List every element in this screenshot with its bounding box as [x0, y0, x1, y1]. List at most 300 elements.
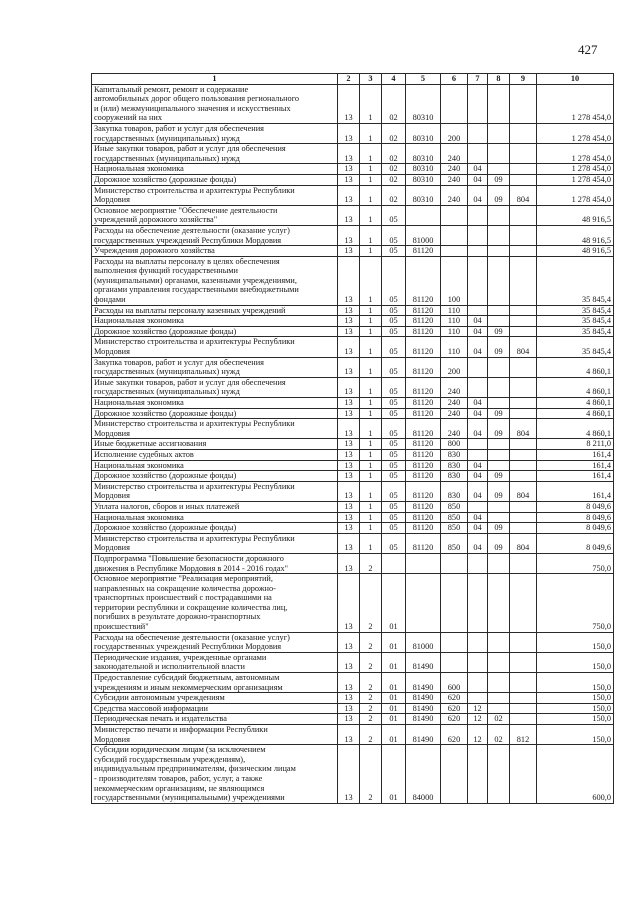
cell-section: [468, 501, 488, 512]
cell-subsection: [488, 225, 510, 245]
cell-col2: 13: [338, 225, 360, 245]
cell-ministry-code: [510, 84, 537, 123]
cell-col2: 13: [338, 185, 360, 205]
cell-col4: 05: [382, 326, 406, 337]
cell-target-code: 80310: [406, 84, 441, 123]
cell-section: [468, 745, 488, 804]
cell-target-code: 81490: [406, 693, 441, 704]
cell-ministry-code: [510, 449, 537, 460]
cell-target-code: 80310: [406, 185, 441, 205]
cell-expense-type: 240: [441, 408, 468, 419]
cell-col2: 13: [338, 460, 360, 471]
cell-col2: 13: [338, 357, 360, 377]
header-row: [92, 74, 614, 85]
cell-section: 04: [468, 471, 488, 482]
cell-target-code: 81120: [406, 533, 441, 553]
cell-col4: 02: [382, 174, 406, 185]
row-name-cell: Иные закупки товаров, работ и услуг для обеспечения государственных (муниципальных) нужд: [92, 377, 338, 397]
cell-ministry-code: [510, 673, 537, 693]
cell-expense-type: 200: [441, 357, 468, 377]
cell-col4: 05: [382, 408, 406, 419]
cell-section: [468, 205, 488, 225]
row-name-cell: Основное мероприятие "Обеспечение деятельности учреждений дорожного хозяйства": [92, 205, 338, 225]
cell-col4: 01: [382, 632, 406, 652]
cell-section: 04: [468, 512, 488, 523]
cell-col2: 13: [338, 246, 360, 257]
cell-col4: 01: [382, 725, 406, 745]
cell-subsection: [488, 123, 510, 143]
cell-target-code: 81120: [406, 408, 441, 419]
cell-ministry-code: [510, 246, 537, 257]
row-name-cell: Расходы на обеспечение деятельности (оказание услуг) государственных учреждений Республики Мордовия: [92, 225, 338, 245]
cell-col4: 02: [382, 84, 406, 123]
cell-subsection: 09: [488, 326, 510, 337]
row-sum-cell: 8 049,6: [537, 523, 614, 534]
cell-col2: 13: [338, 337, 360, 357]
cell-section: [468, 246, 488, 257]
cell-expense-type: 830: [441, 449, 468, 460]
row-name-cell: Министерство строительства и архитектуры Республики Мордовия: [92, 533, 338, 553]
cell-ministry-code: [510, 471, 537, 482]
table-row: [92, 673, 614, 693]
cell-target-code: 81490: [406, 703, 441, 714]
cell-subsection: [488, 553, 510, 573]
table-row: [92, 246, 614, 257]
cell-subsection: 02: [488, 714, 510, 725]
cell-col3: 1: [360, 481, 382, 501]
row-name-cell: Национальная экономика: [92, 164, 338, 175]
row-name-cell: Расходы на обеспечение деятельности (оказание услуг) государственных учреждений Республики Мордовия: [92, 632, 338, 652]
cell-col4: 05: [382, 523, 406, 534]
cell-target-code: 81120: [406, 305, 441, 316]
cell-col3: 2: [360, 574, 382, 633]
cell-col4: 02: [382, 123, 406, 143]
column-header: 1: [92, 74, 338, 85]
row-sum-cell: 4 860,1: [537, 419, 614, 439]
cell-ministry-code: [510, 225, 537, 245]
cell-expense-type: [441, 553, 468, 573]
row-name-cell: Дорожное хозяйство (дорожные фонды): [92, 174, 338, 185]
cell-expense-type: 240: [441, 144, 468, 164]
cell-expense-type: [441, 745, 468, 804]
cell-ministry-code: [510, 632, 537, 652]
row-sum-cell: 1 278 454,0: [537, 164, 614, 175]
cell-ministry-code: [510, 523, 537, 534]
cell-ministry-code: [510, 408, 537, 419]
cell-ministry-code: [510, 512, 537, 523]
cell-col4: 05: [382, 316, 406, 327]
cell-col2: 13: [338, 256, 360, 305]
cell-subsection: [488, 501, 510, 512]
row-sum-cell: 8 049,6: [537, 501, 614, 512]
cell-col2: 13: [338, 84, 360, 123]
column-header: 3: [360, 74, 382, 85]
cell-section: 04: [468, 337, 488, 357]
cell-subsection: [488, 398, 510, 409]
cell-expense-type: 800: [441, 439, 468, 450]
cell-subsection: [488, 377, 510, 397]
cell-section: 04: [468, 533, 488, 553]
cell-col3: 1: [360, 460, 382, 471]
cell-col3: 1: [360, 144, 382, 164]
table-row: [92, 205, 614, 225]
cell-col4: 05: [382, 460, 406, 471]
cell-col4: 05: [382, 449, 406, 460]
cell-col2: 13: [338, 652, 360, 672]
row-name-cell: Национальная экономика: [92, 460, 338, 471]
cell-col3: 1: [360, 246, 382, 257]
row-sum-cell: 1 278 454,0: [537, 123, 614, 143]
row-name-cell: Иные бюджетные ассигнования: [92, 439, 338, 450]
cell-ministry-code: [510, 305, 537, 316]
cell-ministry-code: [510, 652, 537, 672]
cell-subsection: [488, 745, 510, 804]
cell-ministry-code: [510, 439, 537, 450]
cell-expense-type: 240: [441, 377, 468, 397]
column-header: 7: [468, 74, 488, 85]
row-sum-cell: 1 278 454,0: [537, 144, 614, 164]
table-row: [92, 144, 614, 164]
cell-col2: 13: [338, 725, 360, 745]
cell-col3: 2: [360, 745, 382, 804]
row-sum-cell: 48 916,5: [537, 225, 614, 245]
cell-col4: 01: [382, 673, 406, 693]
cell-col4: 01: [382, 745, 406, 804]
cell-section: 04: [468, 174, 488, 185]
table-body: [92, 84, 614, 803]
cell-col3: 2: [360, 652, 382, 672]
cell-subsection: [488, 84, 510, 123]
cell-expense-type: 620: [441, 703, 468, 714]
cell-expense-type: 850: [441, 533, 468, 553]
cell-col2: 13: [338, 714, 360, 725]
cell-target-code: 81120: [406, 439, 441, 450]
cell-expense-type: 240: [441, 398, 468, 409]
cell-subsection: 09: [488, 419, 510, 439]
cell-expense-type: 240: [441, 174, 468, 185]
row-name-cell: Министерство строительства и архитектуры Республики Мордовия: [92, 337, 338, 357]
cell-section: 12: [468, 725, 488, 745]
cell-subsection: [488, 673, 510, 693]
cell-col3: 1: [360, 316, 382, 327]
cell-ministry-code: [510, 123, 537, 143]
cell-col4: 05: [382, 471, 406, 482]
cell-subsection: [488, 357, 510, 377]
table-row: [92, 256, 614, 305]
row-sum-cell: 35 845,4: [537, 316, 614, 327]
cell-expense-type: 850: [441, 512, 468, 523]
cell-col2: 13: [338, 419, 360, 439]
cell-col4: 05: [382, 357, 406, 377]
row-sum-cell: 8 211,0: [537, 439, 614, 450]
cell-col4: 05: [382, 225, 406, 245]
table-row: [92, 553, 614, 573]
cell-section: 04: [468, 419, 488, 439]
row-sum-cell: 750,0: [537, 574, 614, 633]
cell-section: [468, 357, 488, 377]
cell-section: [468, 439, 488, 450]
table-row: [92, 501, 614, 512]
cell-col2: 13: [338, 408, 360, 419]
table-row: [92, 305, 614, 316]
cell-col4: 01: [382, 574, 406, 633]
row-name-cell: Закупка товаров, работ и услуг для обеспечения государственных (муниципальных) нужд: [92, 357, 338, 377]
cell-section: [468, 377, 488, 397]
cell-expense-type: [441, 246, 468, 257]
column-header: 8: [488, 74, 510, 85]
cell-col3: 1: [360, 439, 382, 450]
row-name-cell: Средства массовой информации: [92, 703, 338, 714]
row-sum-cell: 4 860,1: [537, 398, 614, 409]
table-row: [92, 449, 614, 460]
cell-expense-type: [441, 205, 468, 225]
cell-ministry-code: 804: [510, 533, 537, 553]
cell-target-code: 81120: [406, 256, 441, 305]
cell-col2: 13: [338, 673, 360, 693]
cell-expense-type: 240: [441, 185, 468, 205]
table-row: [92, 419, 614, 439]
cell-target-code: 81120: [406, 449, 441, 460]
cell-col3: 1: [360, 84, 382, 123]
page-number: 427: [578, 42, 598, 57]
cell-target-code: [406, 553, 441, 573]
cell-expense-type: 620: [441, 714, 468, 725]
cell-subsection: [488, 316, 510, 327]
row-sum-cell: 4 860,1: [537, 357, 614, 377]
cell-ministry-code: [510, 164, 537, 175]
row-sum-cell: 161,4: [537, 449, 614, 460]
table-row: [92, 174, 614, 185]
cell-target-code: 81120: [406, 357, 441, 377]
cell-col4: 05: [382, 512, 406, 523]
cell-target-code: 81120: [406, 326, 441, 337]
cell-col4: [382, 553, 406, 573]
row-name-cell: Дорожное хозяйство (дорожные фонды): [92, 523, 338, 534]
cell-col3: 2: [360, 693, 382, 704]
table-row: [92, 185, 614, 205]
row-sum-cell: 4 860,1: [537, 377, 614, 397]
cell-col3: 2: [360, 632, 382, 652]
table-row: [92, 357, 614, 377]
row-sum-cell: 150,0: [537, 693, 614, 704]
row-name-cell: Исполнение судебных актов: [92, 449, 338, 460]
row-sum-cell: 48 916,5: [537, 246, 614, 257]
cell-col2: 13: [338, 693, 360, 704]
row-sum-cell: 161,4: [537, 460, 614, 471]
cell-col3: 1: [360, 449, 382, 460]
cell-subsection: [488, 460, 510, 471]
cell-col3: 1: [360, 256, 382, 305]
cell-col2: 13: [338, 471, 360, 482]
cell-subsection: [488, 574, 510, 633]
budget-table: [91, 73, 614, 804]
cell-ministry-code: [510, 460, 537, 471]
row-sum-cell: 48 916,5: [537, 205, 614, 225]
cell-col3: 2: [360, 673, 382, 693]
cell-target-code: 81120: [406, 512, 441, 523]
cell-col4: 02: [382, 185, 406, 205]
cell-col4: 02: [382, 144, 406, 164]
row-name-cell: Дорожное хозяйство (дорожные фонды): [92, 408, 338, 419]
row-sum-cell: 150,0: [537, 652, 614, 672]
row-name-cell: Капитальный ремонт, ремонт и содержание автомобильных дорог общего пользования регионального и (или) межмуниципального значения и искусственных сооружений на них: [92, 84, 338, 123]
cell-ministry-code: [510, 377, 537, 397]
cell-target-code: 81120: [406, 471, 441, 482]
row-name-cell: Расходы на выплаты персоналу казенных учреждений: [92, 305, 338, 316]
cell-ministry-code: [510, 553, 537, 573]
cell-target-code: 81120: [406, 398, 441, 409]
row-name-cell: Учреждения дорожного хозяйства: [92, 246, 338, 257]
cell-col2: 13: [338, 553, 360, 573]
cell-ministry-code: [510, 745, 537, 804]
cell-col4: 02: [382, 164, 406, 175]
row-sum-cell: 150,0: [537, 632, 614, 652]
cell-col3: 1: [360, 225, 382, 245]
cell-col2: 13: [338, 205, 360, 225]
cell-col3: 1: [360, 357, 382, 377]
cell-ministry-code: [510, 693, 537, 704]
cell-col4: 05: [382, 337, 406, 357]
row-sum-cell: 150,0: [537, 725, 614, 745]
cell-expense-type: 600: [441, 673, 468, 693]
row-name-cell: Субсидии юридическим лицам (за исключением субсидий государственным учреждениям), индивидуальным предпринимателям, физическим лицам - производителям товаров, работ, услуг, а также некоммерческим организациям, не являющимся государственными (муниципальными) учреждениями: [92, 745, 338, 804]
cell-expense-type: 830: [441, 460, 468, 471]
cell-col2: 13: [338, 481, 360, 501]
cell-ministry-code: [510, 144, 537, 164]
cell-col3: 1: [360, 471, 382, 482]
row-name-cell: Закупка товаров, работ и услуг для обеспечения государственных (муниципальных) нужд: [92, 123, 338, 143]
cell-col4: 01: [382, 652, 406, 672]
table-row: [92, 164, 614, 175]
cell-col3: 1: [360, 398, 382, 409]
cell-expense-type: [441, 84, 468, 123]
cell-col3: 1: [360, 377, 382, 397]
cell-target-code: 80310: [406, 164, 441, 175]
cell-subsection: [488, 693, 510, 704]
row-name-cell: Основное мероприятие "Реализация мероприятий, направленных на сокращение количества дорожно- транспортных происшествий с пострадавшими на территории республики и сокращение количества лиц, погибших в результате дорожно-транспортных происшествий": [92, 574, 338, 633]
row-name-cell: Периодические издания, учрежденные органами законодательной и исполнительной власти: [92, 652, 338, 672]
cell-ministry-code: 804: [510, 481, 537, 501]
table-row: [92, 408, 614, 419]
cell-target-code: [406, 574, 441, 633]
row-name-cell: Субсидии автономным учреждениям: [92, 693, 338, 704]
row-name-cell: Дорожное хозяйство (дорожные фонды): [92, 326, 338, 337]
cell-col2: 13: [338, 745, 360, 804]
cell-subsection: 09: [488, 481, 510, 501]
cell-ministry-code: [510, 703, 537, 714]
cell-col4: 05: [382, 205, 406, 225]
table-row: [92, 693, 614, 704]
cell-col2: 13: [338, 164, 360, 175]
cell-col2: 13: [338, 501, 360, 512]
cell-section: [468, 693, 488, 704]
cell-target-code: 80310: [406, 144, 441, 164]
cell-col3: 1: [360, 185, 382, 205]
table-row: [92, 326, 614, 337]
cell-expense-type: 110: [441, 337, 468, 357]
cell-expense-type: [441, 652, 468, 672]
cell-col4: 01: [382, 703, 406, 714]
cell-subsection: [488, 652, 510, 672]
table-row: [92, 703, 614, 714]
cell-section: [468, 256, 488, 305]
cell-ministry-code: [510, 205, 537, 225]
cell-col2: 13: [338, 144, 360, 164]
cell-target-code: 81490: [406, 652, 441, 672]
cell-section: [468, 123, 488, 143]
table-row: [92, 84, 614, 123]
cell-target-code: 81120: [406, 419, 441, 439]
table-row: [92, 481, 614, 501]
cell-expense-type: 100: [441, 256, 468, 305]
table-row: [92, 714, 614, 725]
cell-section: [468, 305, 488, 316]
row-sum-cell: 150,0: [537, 673, 614, 693]
cell-subsection: [488, 144, 510, 164]
cell-subsection: [488, 703, 510, 714]
cell-col3: 1: [360, 174, 382, 185]
cell-section: 04: [468, 460, 488, 471]
cell-col2: 13: [338, 398, 360, 409]
cell-target-code: 81120: [406, 460, 441, 471]
cell-target-code: 81120: [406, 316, 441, 327]
cell-col2: 13: [338, 574, 360, 633]
row-sum-cell: 600,0: [537, 745, 614, 804]
cell-expense-type: 830: [441, 471, 468, 482]
cell-col4: 05: [382, 481, 406, 501]
row-name-cell: Министерство строительства и архитектуры Республики Мордовия: [92, 185, 338, 205]
cell-expense-type: 110: [441, 305, 468, 316]
row-name-cell: Расходы на выплаты персоналу в целях обеспечения выполнения функций государственными (муниципальными) органами, казенными учреждениями, органами управления государственными внебюджетными фондами: [92, 256, 338, 305]
cell-subsection: 09: [488, 471, 510, 482]
cell-col4: 05: [382, 501, 406, 512]
cell-col4: 05: [382, 533, 406, 553]
cell-col2: 13: [338, 326, 360, 337]
row-name-cell: Дорожное хозяйство (дорожные фонды): [92, 471, 338, 482]
cell-col3: 1: [360, 305, 382, 316]
cell-col3: 1: [360, 523, 382, 534]
row-sum-cell: 1 278 454,0: [537, 174, 614, 185]
cell-col2: 13: [338, 377, 360, 397]
cell-col2: 13: [338, 703, 360, 714]
cell-section: 04: [468, 316, 488, 327]
table-row: [92, 337, 614, 357]
cell-subsection: 09: [488, 185, 510, 205]
row-name-cell: Иные закупки товаров, работ и услуг для обеспечения государственных (муниципальных) нужд: [92, 144, 338, 164]
cell-subsection: [488, 439, 510, 450]
table-row: [92, 316, 614, 327]
row-sum-cell: 4 860,1: [537, 408, 614, 419]
cell-section: [468, 144, 488, 164]
table-row: [92, 123, 614, 143]
cell-ministry-code: 804: [510, 185, 537, 205]
cell-target-code: 81000: [406, 632, 441, 652]
cell-col4: 01: [382, 714, 406, 725]
cell-ministry-code: [510, 174, 537, 185]
cell-col3: 1: [360, 123, 382, 143]
cell-section: 04: [468, 185, 488, 205]
row-name-cell: Периодическая печать и издательства: [92, 714, 338, 725]
row-sum-cell: 1 278 454,0: [537, 185, 614, 205]
column-header: 4: [382, 74, 406, 85]
cell-expense-type: 620: [441, 725, 468, 745]
cell-col3: 1: [360, 501, 382, 512]
table-row: [92, 512, 614, 523]
cell-expense-type: 240: [441, 419, 468, 439]
table-row: [92, 632, 614, 652]
column-header: 5: [406, 74, 441, 85]
row-sum-cell: 35 845,4: [537, 326, 614, 337]
